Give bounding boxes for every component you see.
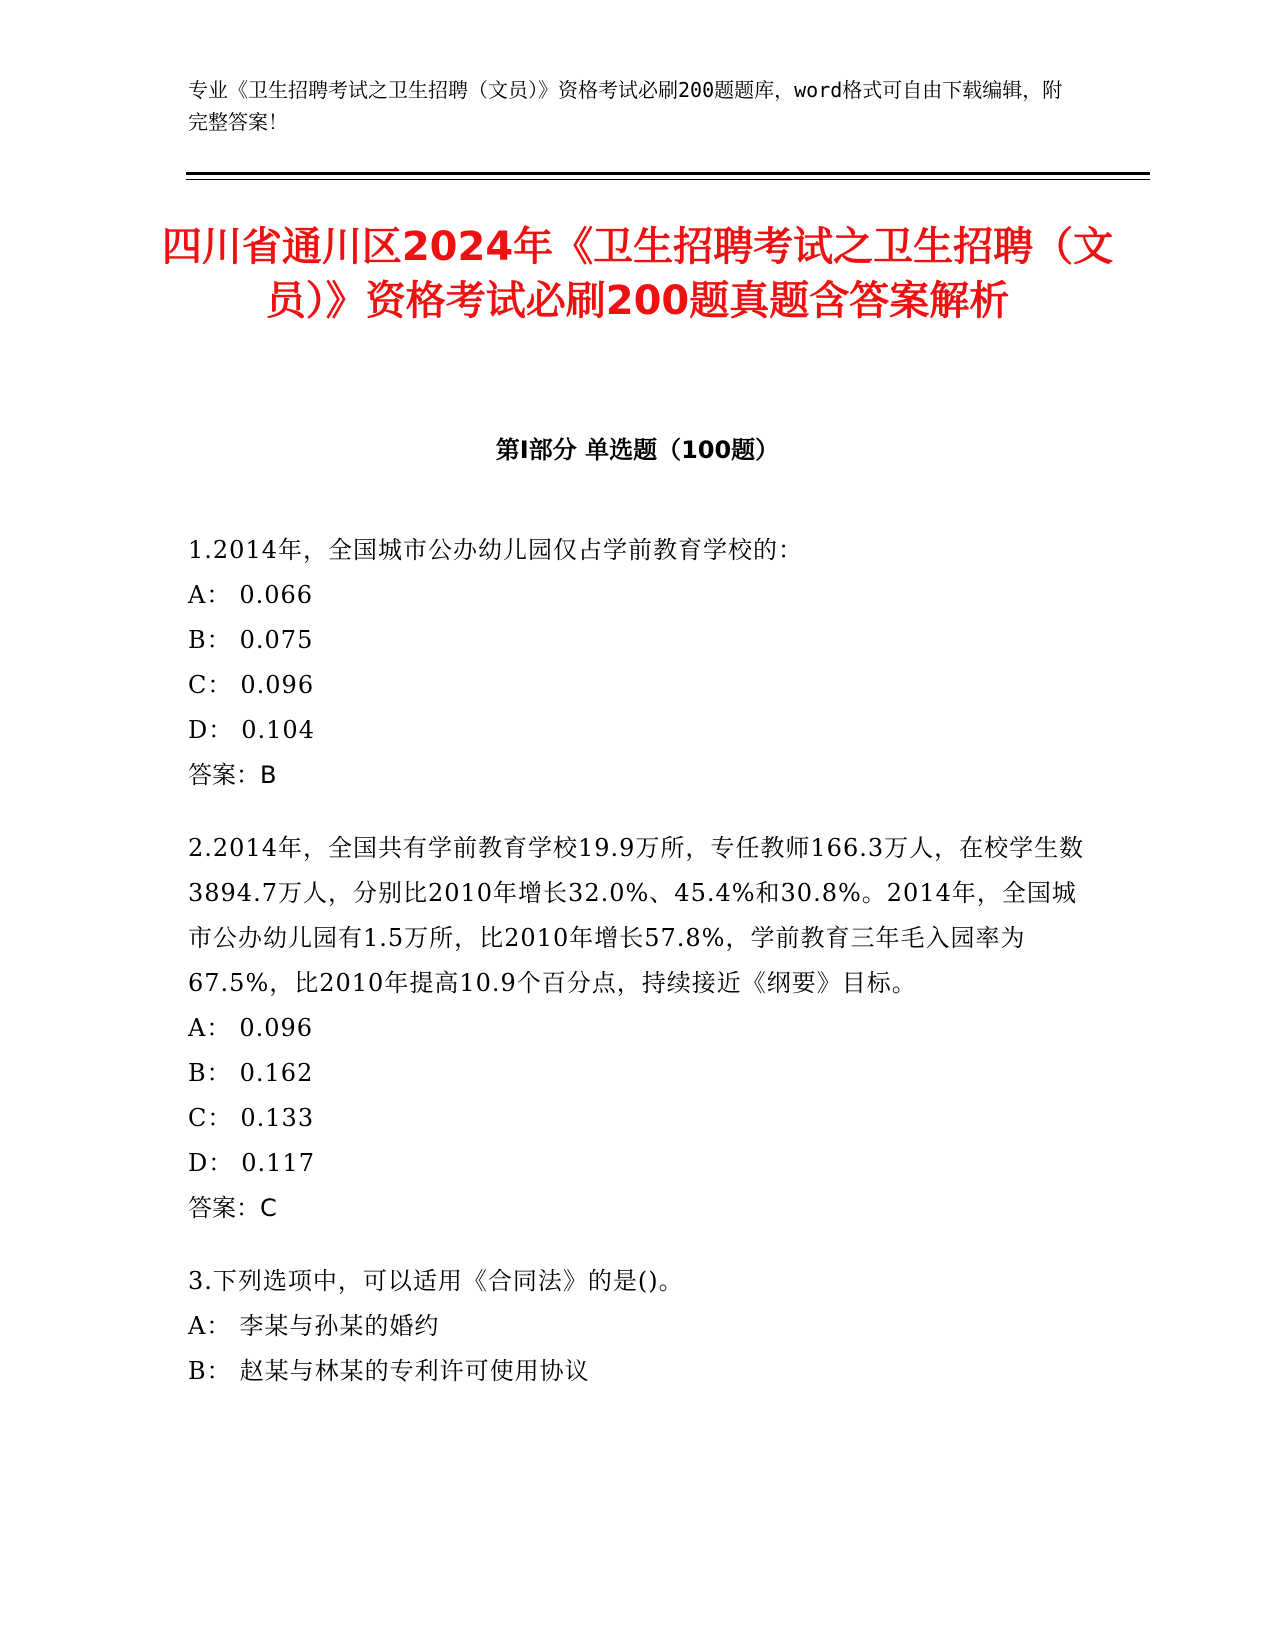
option-c xyxy=(188,1096,1088,1141)
question-1 xyxy=(188,528,1088,798)
question-stem: 1.2014年，全国城市公办幼儿园仅占学前教育学校的： xyxy=(188,536,803,564)
option-letter: B xyxy=(188,1357,207,1385)
option-a xyxy=(188,1006,1088,1051)
option-text: 赵某与林某的专利许可使用协议 xyxy=(239,1357,590,1385)
option-text: 李某与孙某的婚约 xyxy=(239,1312,440,1340)
option-letter: C xyxy=(188,1104,208,1132)
option-separator: ： xyxy=(206,1014,232,1042)
option-a xyxy=(188,1304,1088,1349)
option-letter: A xyxy=(188,1014,207,1042)
option-text: 0.117 xyxy=(241,1149,315,1177)
header-divider-thin xyxy=(186,179,1150,180)
answer-line: 答案：C xyxy=(188,1194,277,1222)
option-letter: C xyxy=(188,671,208,699)
option-b xyxy=(188,1349,1088,1394)
option-text: 0.104 xyxy=(241,716,315,744)
option-letter: D xyxy=(188,1149,209,1177)
option-separator: ： xyxy=(206,1312,232,1340)
option-separator: ： xyxy=(208,716,234,744)
document-title: 四川省通川区2024年《卫生招聘考试之卫生招聘（文员）》资格考试必刷200题真题含答案解析 xyxy=(161,224,1114,324)
question-3 xyxy=(188,1259,1088,1394)
option-b xyxy=(188,618,1088,663)
option-d xyxy=(188,708,1088,753)
option-letter: D xyxy=(188,716,209,744)
option-separator: ： xyxy=(207,1104,233,1132)
option-text: 0.096 xyxy=(240,671,315,699)
option-letter: A xyxy=(188,1312,207,1340)
option-separator: ： xyxy=(208,1149,234,1177)
section-title: 第Ⅰ部分 单选题（100题） xyxy=(495,436,780,464)
option-text: 0.133 xyxy=(240,1104,315,1132)
header-note: 专业《卫生招聘考试之卫生招聘（文员）》资格考试必刷200题题库，word格式可自由下载编辑，附完整答案！ xyxy=(188,78,1063,134)
option-letter: B xyxy=(188,626,207,654)
option-letter: A xyxy=(188,581,207,609)
option-separator: ： xyxy=(206,581,232,609)
question-list xyxy=(188,528,1088,1422)
option-separator: ： xyxy=(206,1059,232,1087)
option-letter: B xyxy=(188,1059,207,1087)
question-stem: 2.2014年，全国共有学前教育学校19.9万所，专任教师166.3万人，在校学生数3894.7万人，分别比2010年增长32.0%、45.4%和30.8%。2014年，全国城市公办幼儿园有1.5万所，比2010年增长57.8%，学前教育三年毛入园率为67.5%，比2010年提高10.9个百分点，持续接近《纲要》目标。 xyxy=(188,834,1085,997)
option-c xyxy=(188,663,1088,708)
option-text: 0.075 xyxy=(239,626,314,654)
option-b xyxy=(188,1051,1088,1096)
question-stem: 3.下列选项中，可以适用《合同法》的是()。 xyxy=(188,1267,684,1295)
answer-line: 答案：B xyxy=(188,761,277,789)
option-separator: ： xyxy=(206,626,232,654)
option-text: 0.096 xyxy=(239,1014,314,1042)
option-text: 0.066 xyxy=(239,581,314,609)
option-d xyxy=(188,1141,1088,1186)
question-2 xyxy=(188,826,1088,1231)
option-text: 0.162 xyxy=(239,1059,314,1087)
option-a xyxy=(188,573,1088,618)
option-separator: ： xyxy=(206,1357,232,1385)
header-divider-thick xyxy=(186,172,1150,175)
option-separator: ： xyxy=(207,671,233,699)
